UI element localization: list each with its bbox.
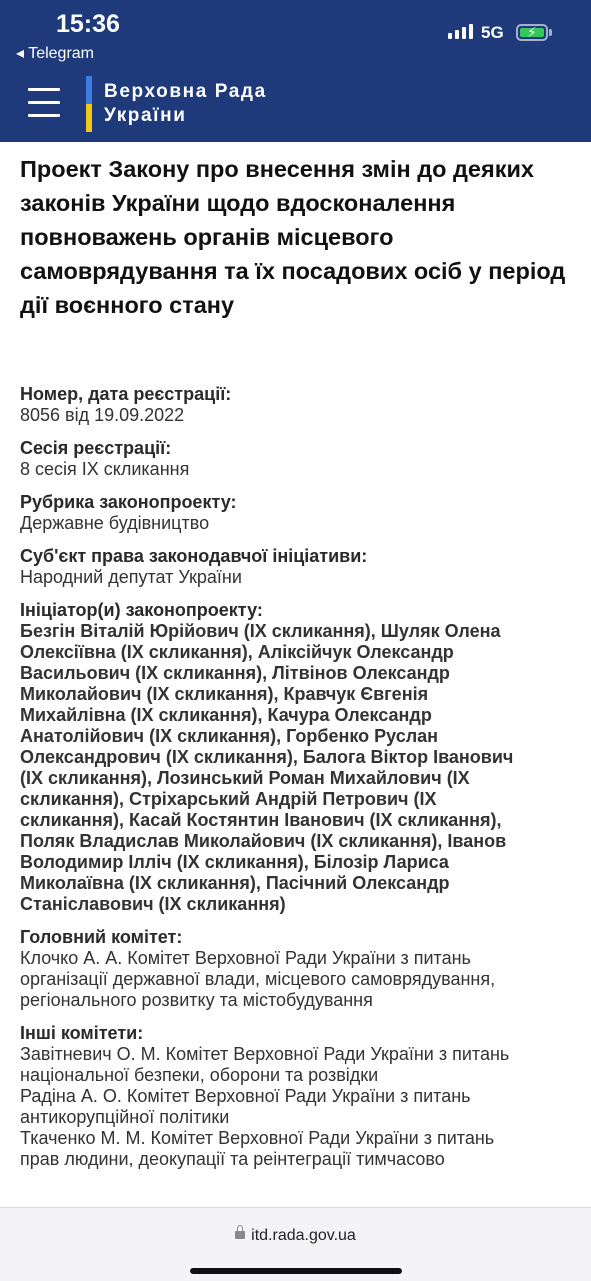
initiators-line: Михайлівна (IX скликання), Качура Олександр xyxy=(20,705,432,725)
field-other-committees xyxy=(20,1023,576,1170)
initiators-line: Володимир Ілліч (IX скликання), Білозір Лариса xyxy=(20,852,449,872)
committee-line: прав людини, деокупації та реінтеграції тимчасово xyxy=(20,1149,445,1169)
field-value: 8 сесія IX скликання xyxy=(20,459,190,479)
initiators-line: скликання), Стріхарський Андрій Петрович (IX xyxy=(20,789,437,809)
status-bar xyxy=(0,0,591,70)
field-label: Ініціатор(и) законопроекту: xyxy=(20,600,263,620)
initiators-line: Поляк Владислав Миколайович (IX скликання), Іванов xyxy=(20,831,507,851)
lock-icon xyxy=(235,1231,245,1239)
field-label: Інші комітети: xyxy=(20,1023,144,1043)
initiators-line: Миколайович (IX скликання), Кравчук Євгенія xyxy=(20,684,429,704)
charging-bolt-icon: ⚡ xyxy=(527,24,537,40)
committee-line: національної безпеки, оборони та розвідки xyxy=(20,1065,379,1085)
back-to-telegram-link[interactable]: ◂ Telegram xyxy=(16,45,94,62)
home-indicator[interactable] xyxy=(190,1268,402,1274)
initiators-line: Миколаївна (IX скликання), Пасічний Олександр xyxy=(20,873,450,893)
field-subject xyxy=(20,546,576,588)
field-initiators xyxy=(20,600,576,915)
initiators-line: (IX скликання), Лозинський Роман Михайлович (IX xyxy=(20,768,470,788)
browser-address-bar[interactable] xyxy=(0,1207,591,1281)
initiators-line: Васильович (IX скликання), Літвінов Олександр xyxy=(20,663,450,683)
committee-line: Клочко А. А. Комітет Верховної Ради України з питань xyxy=(20,948,471,968)
initiators-line: скликання), Касай Костянтин Іванович (IX скликання), xyxy=(20,810,502,830)
committee-line: Завітневич О. М. Комітет Верховної Ради України з питань xyxy=(20,1044,510,1064)
initiators-line: Олександрович (IX скликання), Балога Віктор Іванович xyxy=(20,747,514,767)
committee-line: антикорупційної політики xyxy=(20,1107,230,1127)
url-text: itd.rada.gov.ua xyxy=(251,1227,356,1244)
committee-line: Ткаченко М. М. Комітет Верховної Ради України з питань xyxy=(20,1128,495,1148)
initiators-line: Олексіївна (IX скликання), Аліксійчук Олександр xyxy=(20,642,454,662)
field-value: Народний депутат України xyxy=(20,567,242,587)
logo-line-2: України xyxy=(104,105,187,126)
initiators-line: Безгін Віталій Юрійович (IX скликання), Шуляк Олена xyxy=(20,621,501,641)
network-type: 5G xyxy=(481,23,504,42)
bill-fields xyxy=(20,384,576,1170)
site-logo[interactable] xyxy=(104,80,267,128)
committee-line: регіонального розвитку та містобудування xyxy=(20,990,373,1010)
field-number xyxy=(20,384,576,426)
field-session xyxy=(20,438,576,480)
hamburger-menu-button[interactable] xyxy=(28,86,60,120)
committee-line: організації державної влади, місцевого самоврядування, xyxy=(20,969,496,989)
field-rubric xyxy=(20,492,576,534)
field-label: Рубрика законопроекту: xyxy=(20,492,237,512)
field-label: Суб'єкт права законодавчої ініціативи: xyxy=(20,546,368,566)
url-field[interactable] xyxy=(0,1227,591,1245)
bill-card xyxy=(20,152,576,1182)
field-main-committee xyxy=(20,927,576,1011)
other-committees-value xyxy=(20,1044,576,1170)
initiators-list xyxy=(20,621,576,915)
field-value: 8056 від 19.09.2022 xyxy=(20,405,185,425)
committee-line: Радіна А. О. Комітет Верховної Ради України з питань xyxy=(20,1086,471,1106)
field-label: Номер, дата реєстрації: xyxy=(20,384,232,404)
site-header xyxy=(0,70,591,142)
field-label: Головний комітет: xyxy=(20,927,183,947)
field-label: Сесія реєстрації: xyxy=(20,438,172,458)
ukraine-flag-icon xyxy=(86,76,92,132)
cellular-signal-icon xyxy=(448,24,473,39)
status-time: 15:36 xyxy=(56,10,120,38)
main-committee-value xyxy=(20,948,576,1011)
logo-line-1: Верховна Рада xyxy=(104,81,267,102)
bill-title: Проект Закону про внесення змін до деяких законів України щодо вдосконалення повноважень органів місцевого самоврядування та їх посадових осіб у період дії воєнного стану xyxy=(20,156,566,318)
field-value: Державне будівництво xyxy=(20,513,210,533)
battery-icon xyxy=(516,24,548,41)
initiators-line: Анатолійович (IX скликання), Горбенко Руслан xyxy=(20,726,439,746)
initiators-line: Станіславович (IX скликання) xyxy=(20,894,286,914)
